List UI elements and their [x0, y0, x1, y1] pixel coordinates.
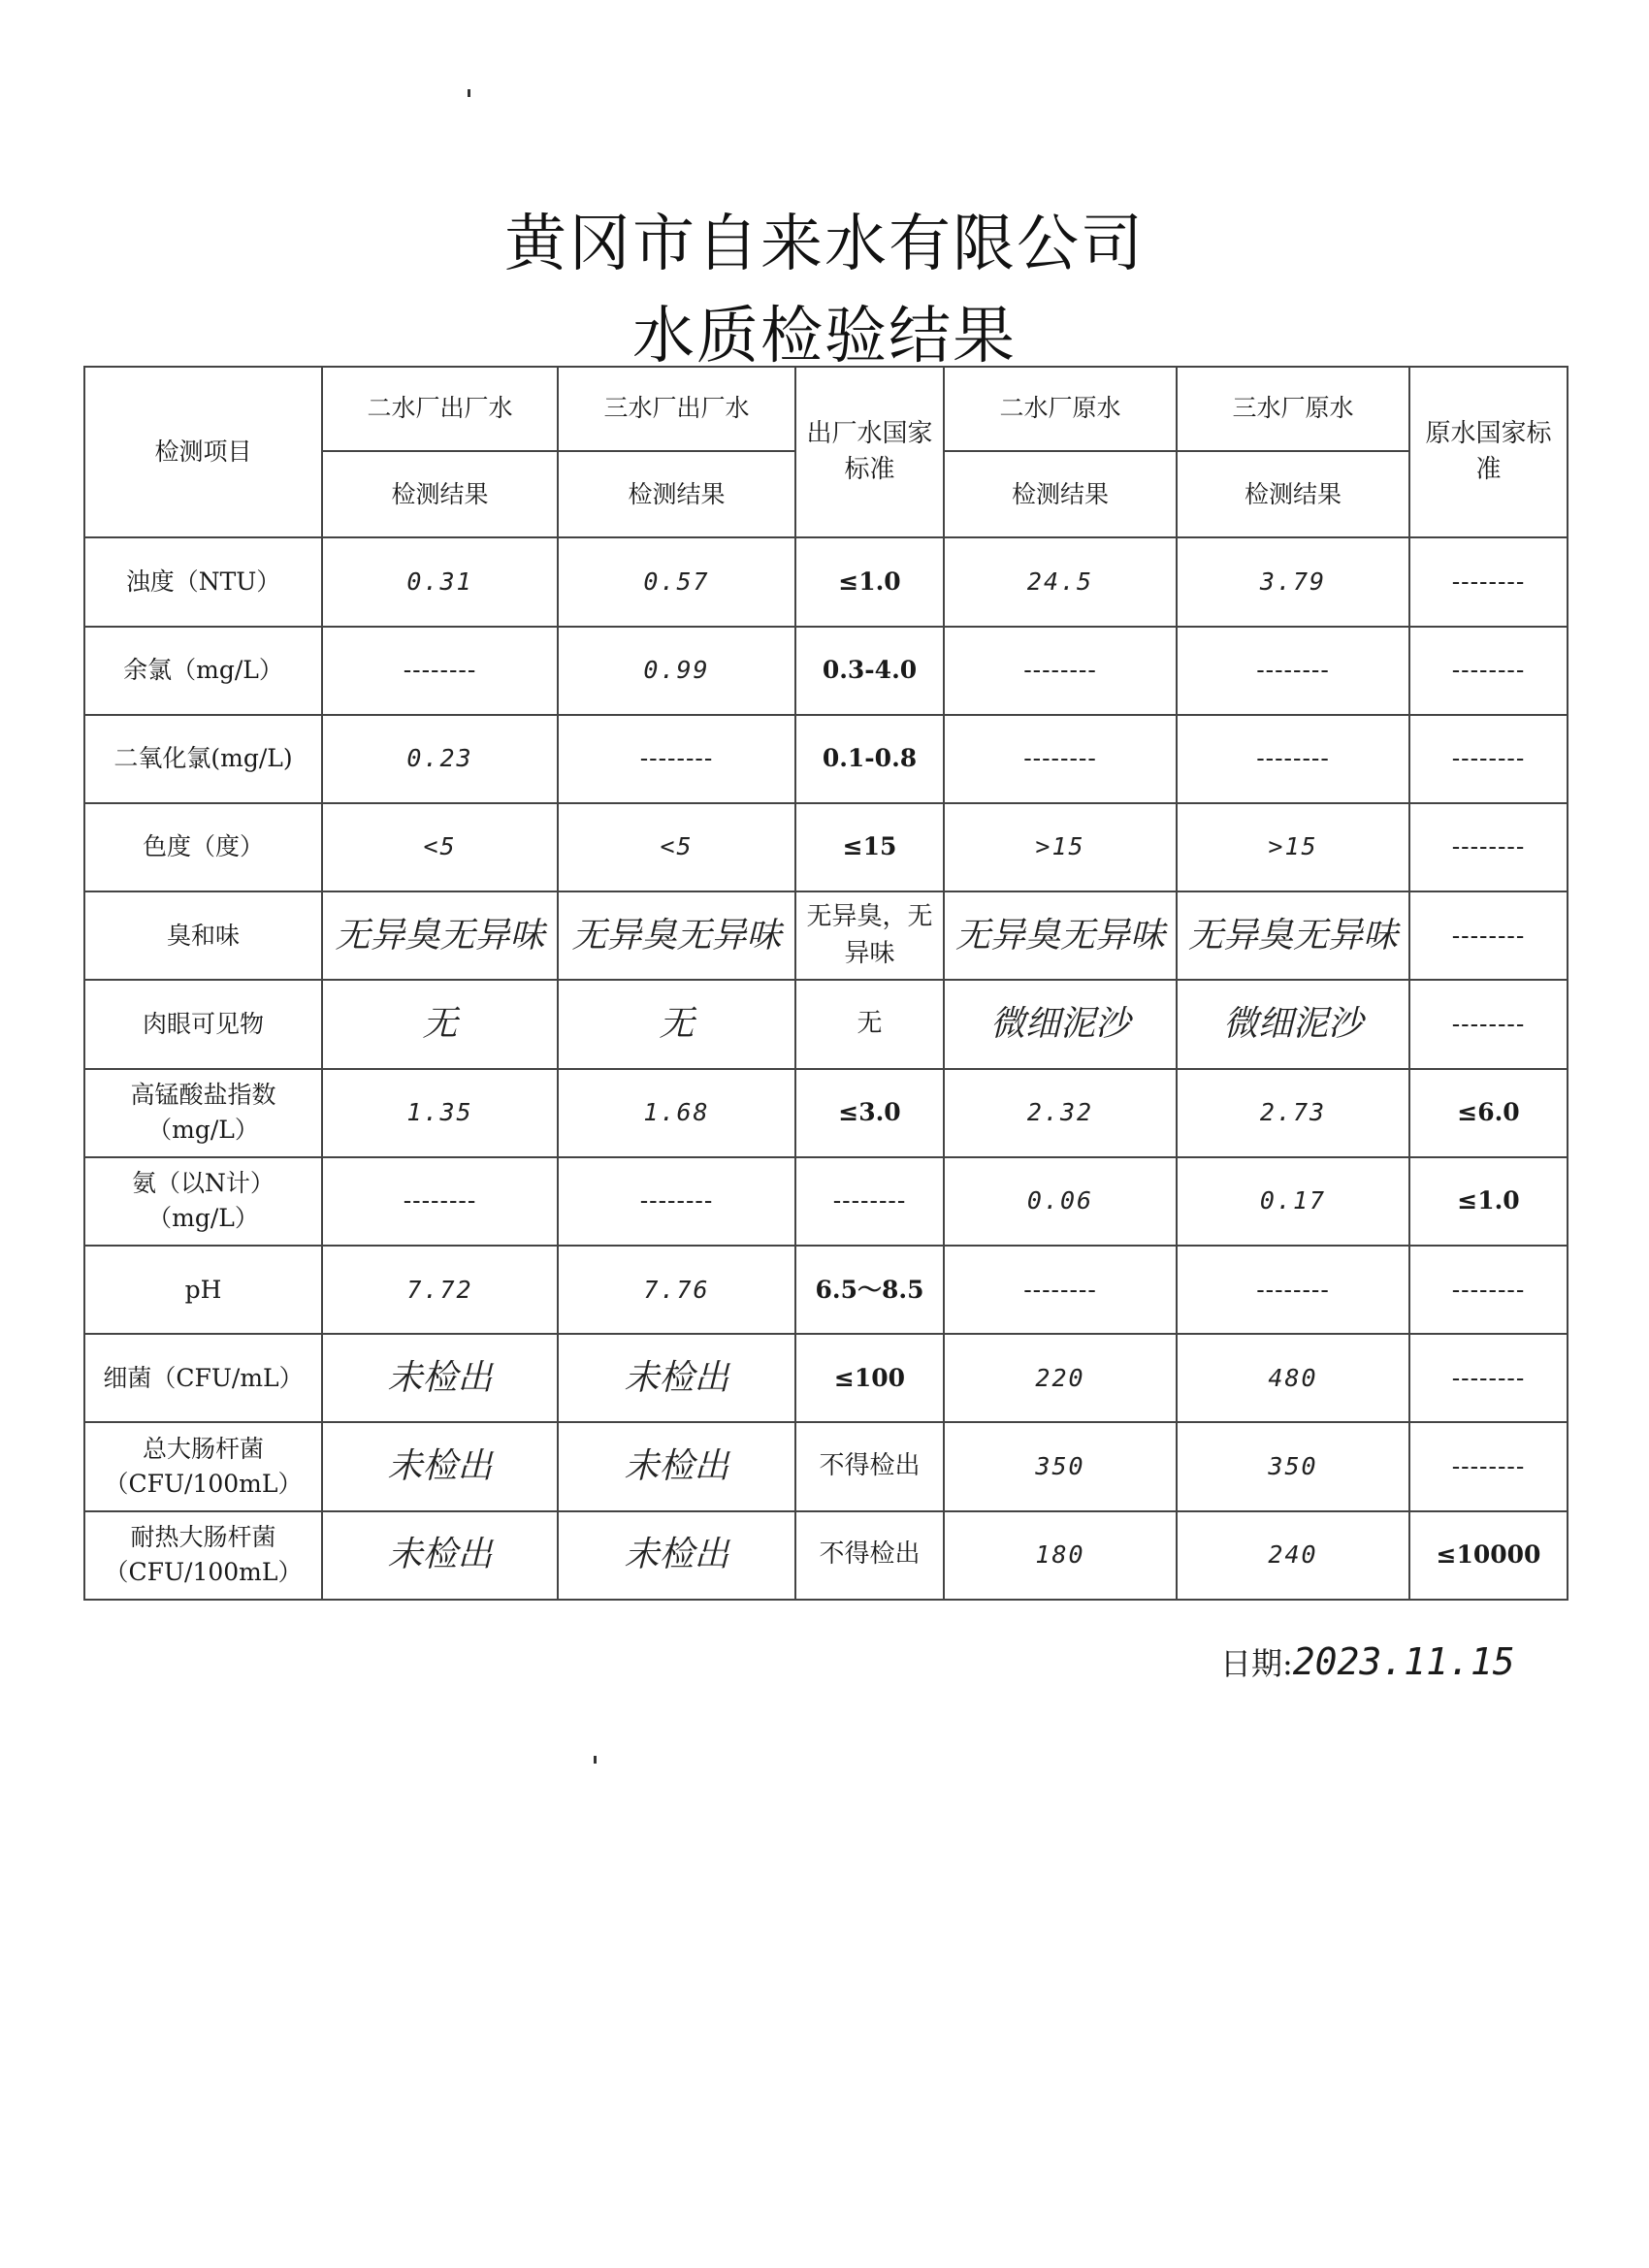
date-label: 日期:	[1220, 1645, 1293, 1682]
result-cell: 24.5	[944, 537, 1177, 626]
result-cell: 无异臭无异味	[1177, 891, 1409, 980]
result-cell: <5	[558, 803, 795, 891]
result-cell: --------	[558, 1157, 795, 1246]
standard-cell: ≤3.0	[795, 1069, 944, 1157]
result-cell: 无	[558, 980, 795, 1068]
result-cell: --------	[1177, 715, 1409, 803]
result-cell: --------	[1177, 627, 1409, 715]
standard-cell: ≤100	[795, 1334, 944, 1422]
result-cell: --------	[944, 715, 1177, 803]
result-cell: 350	[944, 1422, 1177, 1510]
standard-cell: --------	[1409, 1422, 1568, 1510]
result-cell: 1.68	[558, 1069, 795, 1157]
result-cell: 2.73	[1177, 1069, 1409, 1157]
standard-cell: --------	[795, 1157, 944, 1246]
table-row	[84, 1511, 1568, 1600]
table-row	[84, 537, 1568, 626]
header-result: 检测结果	[944, 451, 1177, 537]
water-quality-table	[83, 366, 1568, 1601]
header-col2: 三水厂出厂水	[558, 367, 795, 451]
date-value: 2023.11.15	[1292, 1640, 1515, 1683]
test-item-cell: 臭和味	[84, 891, 322, 980]
result-cell: 1.35	[322, 1069, 558, 1157]
result-cell: --------	[944, 1246, 1177, 1334]
test-item-cell: 耐热大肠杆菌（CFU/100mL）	[84, 1511, 322, 1600]
header-col4: 三水厂原水	[1177, 367, 1409, 451]
standard-cell: --------	[1409, 715, 1568, 803]
standard-cell: --------	[1409, 1246, 1568, 1334]
test-item-cell: 总大肠杆菌（CFU/100mL）	[84, 1422, 322, 1510]
header-item: 检测项目	[84, 367, 322, 537]
result-cell: --------	[944, 627, 1177, 715]
standard-cell: ≤6.0	[1409, 1069, 1568, 1157]
table-row	[84, 715, 1568, 803]
standard-cell: 0.3-4.0	[795, 627, 944, 715]
standard-cell: 无异臭，无异味	[795, 891, 944, 980]
result-cell: 180	[944, 1511, 1177, 1600]
standard-cell: --------	[1409, 803, 1568, 891]
table-row	[84, 1422, 1568, 1510]
table-row	[84, 1069, 1568, 1157]
header-std-raw: 原水国家标准	[1409, 367, 1568, 537]
header-result: 检测结果	[322, 451, 558, 537]
result-cell: 未检出	[322, 1334, 558, 1422]
standard-cell: ≤1.0	[1409, 1157, 1568, 1246]
result-cell: 0.06	[944, 1157, 1177, 1246]
result-cell: 0.17	[1177, 1157, 1409, 1246]
standard-cell: ≤10000	[1409, 1511, 1568, 1600]
result-cell: >15	[944, 803, 1177, 891]
result-cell: 无异臭无异味	[944, 891, 1177, 980]
test-item-cell: 浊度（NTU）	[84, 537, 322, 626]
standard-cell: 6.5～8.5	[795, 1246, 944, 1334]
result-cell: 无	[322, 980, 558, 1068]
result-cell: 微细泥沙	[1177, 980, 1409, 1068]
scan-speck	[468, 89, 470, 97]
result-cell: 7.72	[322, 1246, 558, 1334]
standard-cell: 不得检出	[795, 1511, 944, 1600]
test-item-cell: 色度（度）	[84, 803, 322, 891]
result-cell: 0.31	[322, 537, 558, 626]
result-cell: 未检出	[558, 1334, 795, 1422]
result-cell: 未检出	[322, 1511, 558, 1600]
test-item-cell: 细菌（CFU/mL）	[84, 1334, 322, 1422]
table-row	[84, 627, 1568, 715]
test-item-cell: 二氧化氯(mg/L)	[84, 715, 322, 803]
report-title: 水质检验结果	[632, 301, 1017, 373]
standard-cell: 无	[795, 980, 944, 1068]
header-std-out: 出厂水国家标准	[795, 367, 944, 537]
result-cell: 0.23	[322, 715, 558, 803]
company-title: 黄冈市自来水有限公司	[504, 209, 1145, 280]
result-cell: 未检出	[558, 1511, 795, 1600]
standard-cell: --------	[1409, 980, 1568, 1068]
result-cell: 未检出	[558, 1422, 795, 1510]
standard-cell: --------	[1409, 537, 1568, 626]
table-row	[84, 803, 1568, 891]
result-cell: --------	[322, 1157, 558, 1246]
test-item-cell: 高锰酸盐指数（mg/L）	[84, 1069, 322, 1157]
standard-cell: ≤15	[795, 803, 944, 891]
test-item-cell: pH	[84, 1246, 322, 1334]
standard-cell: ≤1.0	[795, 537, 944, 626]
result-cell: 无异臭无异味	[558, 891, 795, 980]
result-cell: >15	[1177, 803, 1409, 891]
result-cell: <5	[322, 803, 558, 891]
result-cell: 7.76	[558, 1246, 795, 1334]
result-cell: 220	[944, 1334, 1177, 1422]
standard-cell: --------	[1409, 1334, 1568, 1422]
table-row	[84, 1246, 1568, 1334]
result-cell: 2.32	[944, 1069, 1177, 1157]
result-cell: 350	[1177, 1422, 1409, 1510]
test-item-cell: 余氯（mg/L）	[84, 627, 322, 715]
result-cell: 无异臭无异味	[322, 891, 558, 980]
result-cell: --------	[1177, 1246, 1409, 1334]
report-date	[1220, 1639, 1515, 1684]
result-cell: 微细泥沙	[944, 980, 1177, 1068]
result-cell: 480	[1177, 1334, 1409, 1422]
header-result: 检测结果	[1177, 451, 1409, 537]
result-cell: 240	[1177, 1511, 1409, 1600]
table-row	[84, 891, 1568, 980]
test-item-cell: 肉眼可见物	[84, 980, 322, 1068]
result-cell: 0.99	[558, 627, 795, 715]
header-result: 检测结果	[558, 451, 795, 537]
result-cell: 0.57	[558, 537, 795, 626]
table-row	[84, 1157, 1568, 1246]
result-cell: 未检出	[322, 1422, 558, 1510]
standard-cell: --------	[1409, 891, 1568, 980]
header-col1: 二水厂出厂水	[322, 367, 558, 451]
result-cell: --------	[322, 627, 558, 715]
standard-cell: --------	[1409, 627, 1568, 715]
test-item-cell: 氨（以N计）（mg/L）	[84, 1157, 322, 1246]
standard-cell: 不得检出	[795, 1422, 944, 1510]
table-row	[84, 980, 1568, 1068]
result-cell: 3.79	[1177, 537, 1409, 626]
header-col3: 二水厂原水	[944, 367, 1177, 451]
standard-cell: 0.1-0.8	[795, 715, 944, 803]
table-row	[84, 1334, 1568, 1422]
scan-speck	[594, 1756, 597, 1764]
result-cell: --------	[558, 715, 795, 803]
